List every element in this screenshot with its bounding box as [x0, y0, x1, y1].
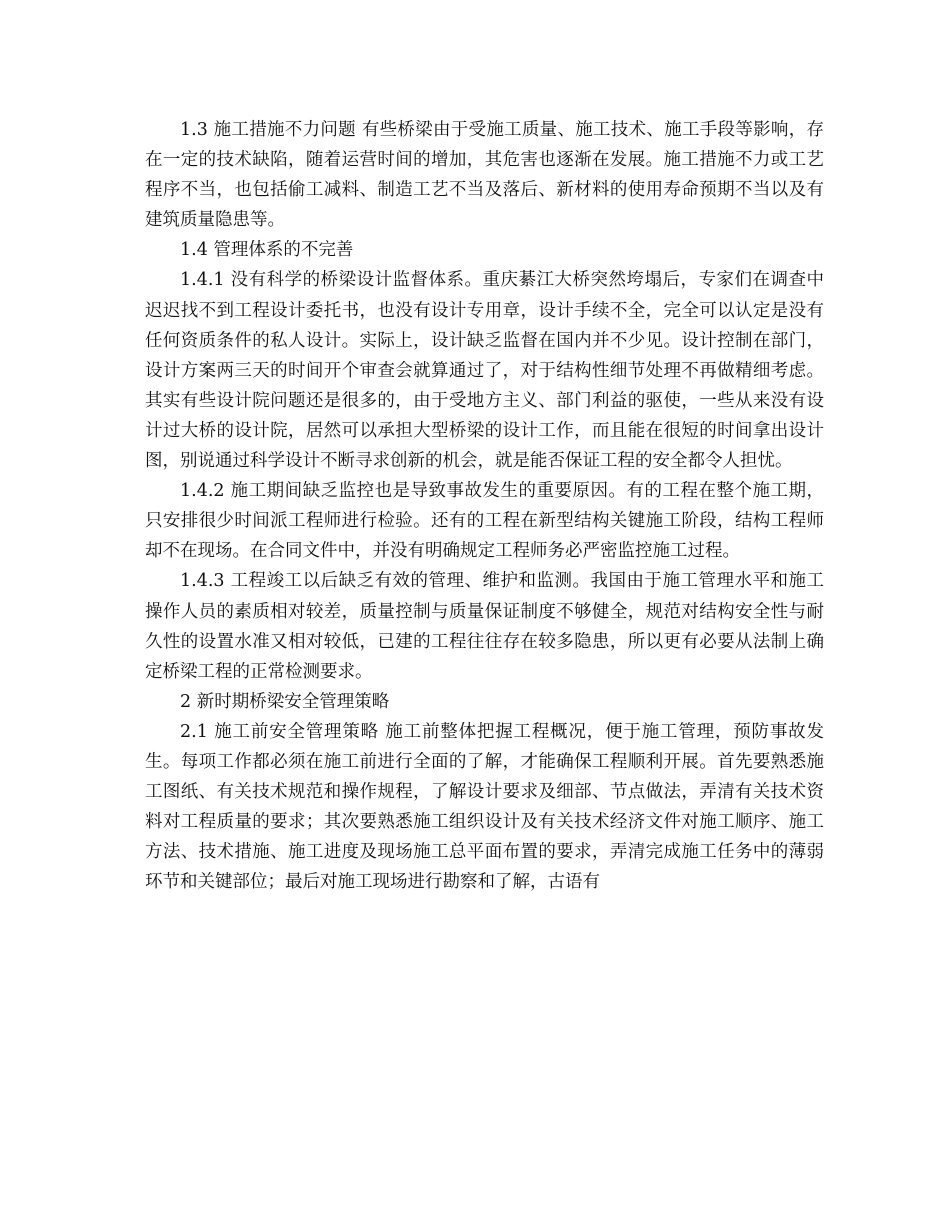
paragraph-1-4-3-post-completion-management: 1.4.3 工程竣工以后缺乏有效的管理、维护和监测。我国由于施工管理水平和施工操作人员的素质相对较差，质量控制与质量保证制度不够健全，规范对结构安全性与耐久性的设置水准又相对较低，已建的工程往往存在较多隐患，所以更有必要从法制上确定桥梁工程的正常检测要求。 — [145, 571, 824, 682]
paragraph-2-1-pre-construction-strategy: 2.1 施工前安全管理策略 施工前整体把握工程概况，便于施工管理，预防事故发生。每项工作都必须在施工前进行全面的了解，才能确保工程顺利开展。首先要熟悉施工图纸、有关技术规范和操作规程，了解设计要求及细部、节点做法，弄清有关技术资料对工程质量的要求；其次要熟悉施工组织设计及有关技术经济文件对施工顺序、施工方法、技术措施、施工进度及现场施工总平面布置的要求，弄清完成施工任务中的薄弱环节和关键部位；最后对施工现场进行勘察和了解，古语有 — [145, 721, 824, 893]
document-body — [145, 115, 824, 897]
paragraph-1-3-construction-measures: 1.3 施工措施不力问题 有些桥梁由于受施工质量、施工技术、施工手段等影响，存在一定的技术缺陷，随着运营时间的增加，其危害也逐渐在发展。施工措施不力或工艺程序不当，也包括偷工减料、制造工艺不当及落后、新材料的使用寿命预期不当以及有建筑质量隐患等。 — [145, 120, 824, 231]
paragraph-1-4-2-construction-monitoring: 1.4.2 施工期间缺乏监控也是导致事故发生的重要原因。有的工程在整个施工期，只安排很少时间派工程师进行检验。还有的工程在新型结构关键施工阶段，结构工程师却不在现场。在合同文件中，并没有明确规定工程师务必严密监控施工过程。 — [145, 481, 824, 562]
heading-2-safety-strategy: 2 新时期桥梁安全管理策略 — [180, 691, 390, 712]
paragraph-1-4-1-design-supervision: 1.4.1 没有科学的桥梁设计监督体系。重庆綦江大桥突然垮塌后，专家们在调查中迟迟找不到工程设计委托书，也没有设计专用章，设计手续不全，完全可以认定是没有任何资质条件的私人设计。实际上，设计缺乏监督在国内并不少见。设计控制在部门，设计方案两三天的时间开个审查会就算通过了，对于结构性细节处理不再做精细考虑。其实有些设计院问题还是很多的，由于受地方主义、部门利益的驱使，一些从来没有设计过大桥的设计院，居然可以承担大型桥梁的设计工作，而且能在很短的时间拿出设计图，别说通过科学设计不断寻求创新的机会，就是能否保证工程的安全都令人担忧。 — [145, 270, 824, 472]
heading-1-4-management-system: 1.4 管理体系的不完善 — [180, 240, 354, 261]
